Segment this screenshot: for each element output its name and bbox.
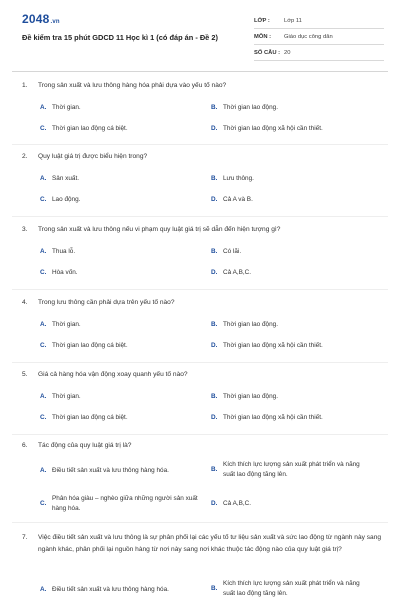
option-text: Sản xuất. [52, 175, 80, 182]
option-letter: B. [211, 321, 218, 328]
meta-row-class [254, 13, 384, 29]
option-c[interactable] [40, 195, 200, 205]
question-number: 3. [22, 226, 28, 233]
option-a[interactable] [40, 247, 200, 257]
question-text: Giá cả hàng hóa vận động xoay quanh yếu tố nào? [38, 371, 188, 378]
option-d[interactable] [211, 341, 371, 351]
question-number: 5. [22, 371, 28, 378]
question-stem [22, 532, 382, 555]
option-letter: D. [211, 342, 218, 349]
meta-row-subject [254, 29, 384, 45]
question-number: 2. [22, 153, 28, 160]
option-text: Thời gian lao động xã hội cần thiết. [223, 414, 323, 421]
question-number: 4. [22, 299, 28, 306]
question-stem [22, 224, 382, 236]
option-b[interactable] [211, 460, 371, 479]
option-text: Thời gian. [52, 104, 81, 111]
logo-suffix: .vn [50, 19, 60, 25]
option-c[interactable] [40, 268, 200, 278]
option-a[interactable] [40, 320, 200, 330]
option-letter: A. [40, 175, 47, 182]
option-letter: A. [40, 467, 47, 474]
exam-meta [254, 13, 384, 61]
option-text: Thời gian lao động. [223, 393, 278, 400]
meta-label: LỚP : [254, 17, 270, 24]
question-text: Trong sản xuất và lưu thông hàng hóa phải dựa vào yếu tố nào? [38, 82, 227, 89]
option-text: Hòa vốn. [52, 269, 78, 276]
option-text: Thời gian lao động cá biệt. [52, 342, 128, 349]
option-a[interactable] [40, 392, 200, 402]
option-letter: D. [211, 414, 218, 421]
option-a[interactable] [40, 103, 200, 113]
option-letter: A. [40, 321, 47, 328]
question-text: Tác động của quy luật giá trị là? [38, 442, 132, 449]
question-separator [12, 362, 388, 363]
question-separator [12, 434, 388, 435]
question-number: 6. [22, 442, 28, 449]
question-stem [22, 80, 382, 92]
option-text: Điều tiết sản xuất và lưu thông hàng hóa. [52, 586, 169, 593]
question-separator [12, 216, 388, 217]
option-d[interactable] [211, 499, 371, 509]
option-text: Cả A,B,C. [223, 269, 252, 276]
option-letter: A. [40, 248, 47, 255]
logo-text: 2048 [22, 12, 50, 26]
question-number: 1. [22, 82, 28, 89]
header-divider [12, 71, 388, 72]
question-text: Quy luật giá trị được biểu hiện trong? [38, 153, 148, 160]
option-b[interactable] [211, 103, 371, 113]
meta-value: Giáo dục công dân [284, 33, 333, 40]
meta-label: SỐ CÂU : [254, 49, 281, 56]
question-text: Trong sản xuất và lưu thông nếu vi phạm quy luật giá trị sẽ dẫn đến hiện tượng gì? [38, 226, 281, 233]
option-text: Thời gian lao động xã hội cần thiết. [223, 342, 323, 349]
question-stem [22, 440, 382, 452]
option-letter: A. [40, 393, 47, 400]
option-b[interactable] [211, 247, 371, 257]
option-letter: C. [40, 500, 47, 507]
question-text: Việc điều tiết sản xuất và lưu thông là sự phân phối lại các yếu tố tư liệu sản xuất và sức lao động từ ngành này sang ngành khác, phân phối lại nguồn hàng từ nơi này sang nơi khác thuộc tác động nào của quy luật giá trị? [38, 534, 382, 553]
option-a[interactable] [40, 466, 200, 476]
option-text: Thời gian lao động. [223, 104, 278, 111]
option-text: Điều tiết sản xuất và lưu thông hàng hóa. [52, 467, 169, 474]
option-text: Lao động. [52, 196, 81, 203]
option-c[interactable] [40, 124, 200, 134]
option-letter: C. [40, 342, 47, 349]
option-letter: D. [211, 269, 218, 276]
option-text: Lưu thông. [223, 175, 254, 182]
option-b[interactable] [211, 320, 371, 330]
option-letter: B. [211, 466, 218, 473]
option-text: Phân hóa giàu – nghèo giữa những người sản xuất hàng hóa. [52, 495, 198, 512]
option-letter: B. [211, 585, 218, 592]
option-text: Thời gian lao động. [223, 321, 278, 328]
option-text: Kích thích lực lượng sản xuất phát triển và năng suất lao động tăng lên. [223, 461, 360, 478]
question-separator [12, 289, 388, 290]
option-b[interactable] [211, 174, 371, 184]
option-letter: C. [40, 125, 47, 132]
option-d[interactable] [211, 124, 371, 134]
option-text: Thời gian lao động cá biệt. [52, 414, 128, 421]
option-text: Thời gian. [52, 321, 81, 328]
option-c[interactable] [40, 341, 200, 351]
meta-label: MÔN : [254, 33, 272, 40]
option-letter: B. [211, 175, 218, 182]
option-text: Thua lỗ. [52, 248, 76, 255]
meta-value: 20 [284, 49, 291, 56]
question-number: 7. [22, 534, 28, 541]
option-letter: B. [211, 248, 218, 255]
option-text: Cả A,B,C. [223, 500, 252, 507]
option-b[interactable] [211, 392, 371, 402]
option-letter: D. [211, 196, 218, 203]
option-text: Có lãi. [223, 248, 242, 255]
option-text: Thời gian lao động cá biệt. [52, 125, 128, 132]
option-letter: A. [40, 586, 47, 593]
option-text: Thời gian lao động xã hội cần thiết. [223, 125, 323, 132]
page-header [0, 0, 400, 66]
option-b[interactable] [211, 579, 371, 598]
site-logo[interactable] [22, 12, 60, 26]
option-a[interactable] [40, 174, 200, 184]
option-text: Cả A và B. [223, 196, 253, 203]
question-stem [22, 369, 382, 381]
option-letter: A. [40, 104, 47, 111]
option-letter: C. [40, 269, 47, 276]
question-separator [12, 144, 388, 145]
option-letter: B. [211, 393, 218, 400]
option-letter: C. [40, 414, 47, 421]
option-c[interactable] [40, 494, 200, 513]
option-d[interactable] [211, 195, 371, 205]
question-separator [12, 522, 388, 523]
question-text: Trong lưu thông cần phải dựa trên yếu tố nào? [38, 299, 175, 306]
option-letter: C. [40, 196, 47, 203]
option-letter: D. [211, 500, 218, 507]
option-text: Thời gian. [52, 393, 81, 400]
option-a[interactable] [40, 585, 200, 595]
option-text: Kích thích lực lượng sản xuất phát triển và năng suất lao động tăng lên. [223, 580, 360, 597]
option-c[interactable] [40, 413, 200, 423]
question-stem [22, 297, 382, 309]
option-d[interactable] [211, 268, 371, 278]
option-letter: B. [211, 104, 218, 111]
option-letter: D. [211, 125, 218, 132]
question-stem [22, 151, 382, 163]
option-d[interactable] [211, 413, 371, 423]
meta-value: Lớp 11 [284, 17, 302, 24]
meta-row-count [254, 45, 384, 61]
document-title: Đề kiểm tra 15 phút GDCD 11 Học kì 1 (có đáp án - Đề 2) [22, 33, 218, 42]
